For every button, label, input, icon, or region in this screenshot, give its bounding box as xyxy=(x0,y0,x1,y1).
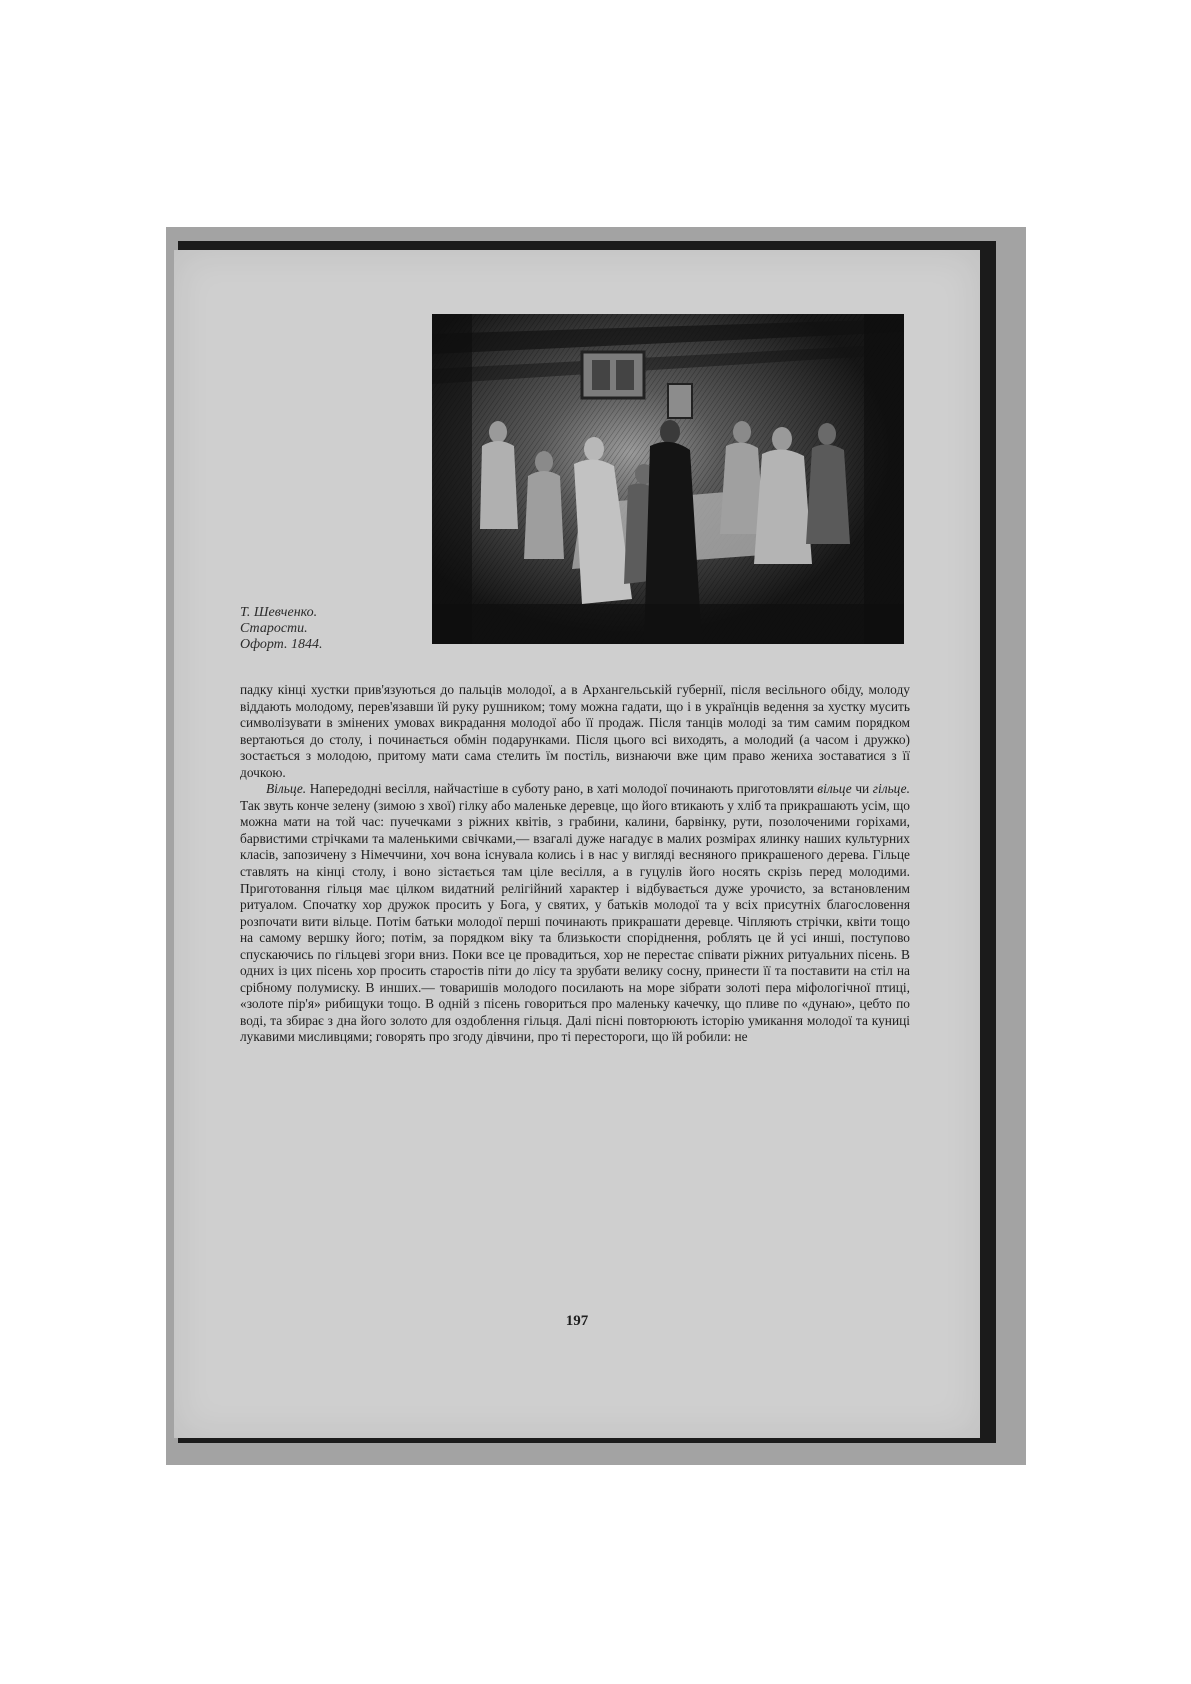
paragraph-2 xyxy=(240,781,910,1046)
term-hilce-inline: гільце. xyxy=(872,781,910,797)
paragraph-2-part-b: чи xyxy=(851,781,873,797)
body-text xyxy=(240,682,910,1046)
book-page xyxy=(174,250,980,1438)
caption-title: Старости. xyxy=(240,621,308,636)
illustration-caption xyxy=(240,605,430,653)
term-vilce-inline: вільце xyxy=(817,781,852,797)
paragraph-1: падку кінці хустки прив'язуються до пальців молодої, а в Архангельській губернії, після весільного обіду, молоду віддають молодому, перев'язавши їй руку рушником; тому можна гадати, що і в українців ведення за хустку мусить символізувати в змінених умовах викрадання молодої або її продаж. Після танців молоді за тим самим порядком вертаються до столу, і починається обмін подарунками. Після цього всі виходять, а молодий (а часом і дружко) зостається з молодою, притому мати сама стелить їм постіль, визнаючи вже цим право жениха зоставатися з її дочкою. xyxy=(240,682,910,780)
term-vilce: Вільце. xyxy=(266,781,307,797)
etching-image xyxy=(432,314,904,644)
paragraph-2-part-c: Так звуть конче зелену (зимою з хвої) гілку або маленьке деревце, що його втикають у хліб та прикрашають усім, що можна мати на той час: пучечками з ріжних квітів, з грабини, калини, барвінку, рути, позолоченими горіхами, барвистими стрічками та маленькими свічками,— взагалі дуже нагадує в малих розмірах ялинку наших культурних класів, запозичену з Німеччини, хоч вона існувала колись і в нас у вигляді весняного прикрашеного дерева. Гільце ставлять на кінці столу, і воно зістається там ціле весілля, а в гуцулів його носять скрізь перед молодими. Приготовання гільця має цілком видатний релігійний характер і відбувається дуже урочисто, за встановленим ритуалом. Спочатку хор дружок просить у Бога, у святих, у батьків молодої та у всіх присутніх благословення розпочати вити вільце. Потім батьки молодої перші починають прикрашати деревце. Чіпляють стрічки, квіти тощо на самому вершку його; потім, за порядком віку та близькости споріднення, роблять це й усі инші, поступово спускаючись по гільцеві згори вниз. Поки все це провадиться, хор не перестає співати ріжних ритуальних пісень. В одних із цих пісень хор просить старостів піти до лісу та зрубати велику сосну, принести її та поставити на стіл на срібному полумиску. В инших.— товаришів молодого посилають на море зібрати золоті пера міфологічної птиці, «золоте пір'я» рибищуки тощо. В одній з пісень говориться про маленьку качечку, що пливе по «дунаю», цебто по воді, та збирає з дна його золото для оздоблення гільця. Далі пісні повторюють історію умикання молодої та куниці лукавими мисливцями; говорять про згоду дівчини, про ті перестороги, що їй робили: не xyxy=(240,797,910,1045)
paragraph-2-part-a: Напередодні весілля, найчастіше в суботу рано, в хаті молодої починають приготовляти xyxy=(306,781,818,797)
page-number: 197 xyxy=(565,1313,589,1329)
caption-author: Т. Шевченко. xyxy=(240,605,318,620)
caption-technique-year: Офорт. 1844. xyxy=(240,637,323,652)
illustration-etching xyxy=(432,314,904,644)
